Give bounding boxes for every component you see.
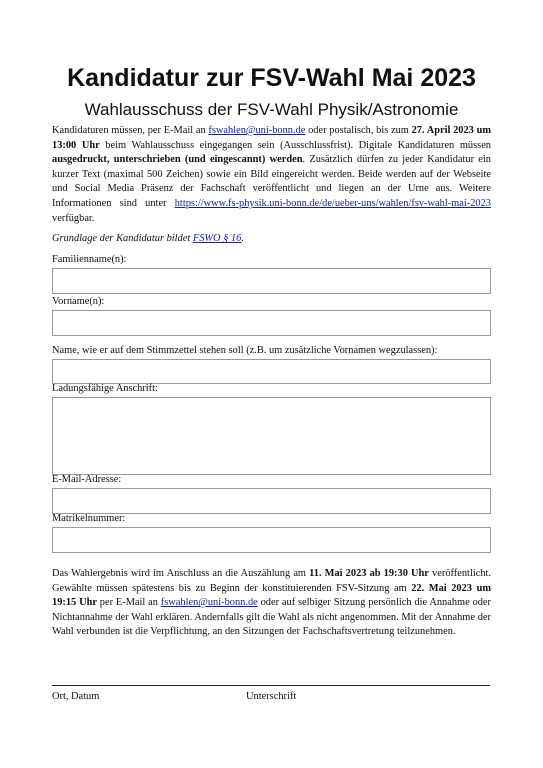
surname-field-group (52, 253, 491, 294)
email-input[interactable] (52, 488, 491, 514)
firstname-input[interactable] (52, 310, 491, 336)
ballot-name-input[interactable] (52, 359, 491, 384)
signature-line (52, 685, 490, 686)
election-email-link[interactable]: fswahlen@uni-bonn.de (208, 125, 306, 136)
address-textarea[interactable] (52, 397, 491, 475)
firstname-field-group (52, 295, 491, 336)
ballot-name-field-group (52, 344, 491, 384)
email-field-group (52, 473, 491, 514)
result-paragraph: Das Wahlergebnis wird im Anschluss an die Auszählung am 11. Mai 2023 ab 19:30 Uhr veröffentlicht. Gewählte müssen spätestens bis zu Beginn der konstituierenden FSV-Sitzung am 22. Mai 2023 um 19:15 Uhr per E-Mail an fswahlen@uni-bonn.de oder auf selbiger Sitzung persönlich die Annahme oder Nichtannahme der Wahl erklären. Andernfalls gilt die Wahl als nicht angenommen. Mit der Annahme der Wahl verbunden ist die Verpflichtung, an den Sitzungen der Fachschaftsvertretung teilzunehmen. (52, 568, 492, 638)
fswo-link[interactable]: FSWO § 16 (192, 233, 242, 244)
page-subtitle: Wahlausschuss der FSV-Wahl Physik/Astronomie (84, 100, 459, 119)
email-label: E-Mail-Adresse: (52, 474, 122, 485)
signature-label: Unterschrift (246, 691, 297, 702)
deadline-text: 27. April 2023 um 13:00 Uhr (52, 125, 492, 151)
address-field-group (52, 382, 491, 475)
matriculation-field-group (52, 512, 491, 553)
place-date-label: Ort, Datum (52, 691, 100, 702)
intro-paragraph: Kandidaturen müssen, per E-Mail an fswahlen@uni-bonn.de oder postalisch, bis zum 27. April 2023 um 13:00 Uhr beim Wahlausschuss eingegangen sein (Ausschlussfrist). Digitale Kandidaturen müssen ausgedruckt, unterschrieben (und eingescannt) werden. Zusätzlich dürfen zu jeder Kandidatur ein kurzer Text (maximal 500 Zeichen) sowie ein Bild eingereicht werden. Beide werden auf der Webseite und Social Media Präsenz der Fachschaft veröffentlicht und liegen an der Urne aus. Weitere Informationen sind unter https://www.fs-physik.uni-bonn.de/de/ueber-uns/wahlen/fsv-wahl-mai-2023 verfügbar. (52, 125, 492, 224)
surname-label: Familienname(n): (52, 254, 127, 265)
address-label: Ladungsfähige Anschrift: (52, 383, 158, 394)
result-email-link[interactable]: fswahlen@uni-bonn.de (160, 597, 258, 609)
acceptance-deadline-text: 22. Mai 2023 um 19:15 Uhr (52, 582, 491, 609)
matriculation-label: Matrikelnummer: (52, 513, 126, 524)
surname-input[interactable] (52, 268, 491, 294)
matriculation-input[interactable] (52, 527, 491, 553)
requirement-text: ausgedruckt, unterschrieben (und eingescannt) werden (52, 154, 303, 166)
basis-paragraph: Grundlage der Kandidatur bildet FSWO § 16. (52, 233, 244, 244)
page-title: Kandidatur zur FSV-Wahl Mai 2023 (67, 64, 476, 92)
ballot-name-label: Name, wie er auf dem Stimmzettel stehen soll (z.B. um zusätzliche Vornamen wegzulassen): (52, 345, 438, 356)
election-info-link[interactable]: https://www.fs-physik.uni-bonn.de/de/ueber-uns/wahlen/fsv-wahl-mai-2023 (174, 197, 491, 209)
result-date-text: 11. Mai 2023 ab 19:30 Uhr (309, 568, 429, 579)
firstname-label: Vorname(n): (52, 296, 105, 307)
